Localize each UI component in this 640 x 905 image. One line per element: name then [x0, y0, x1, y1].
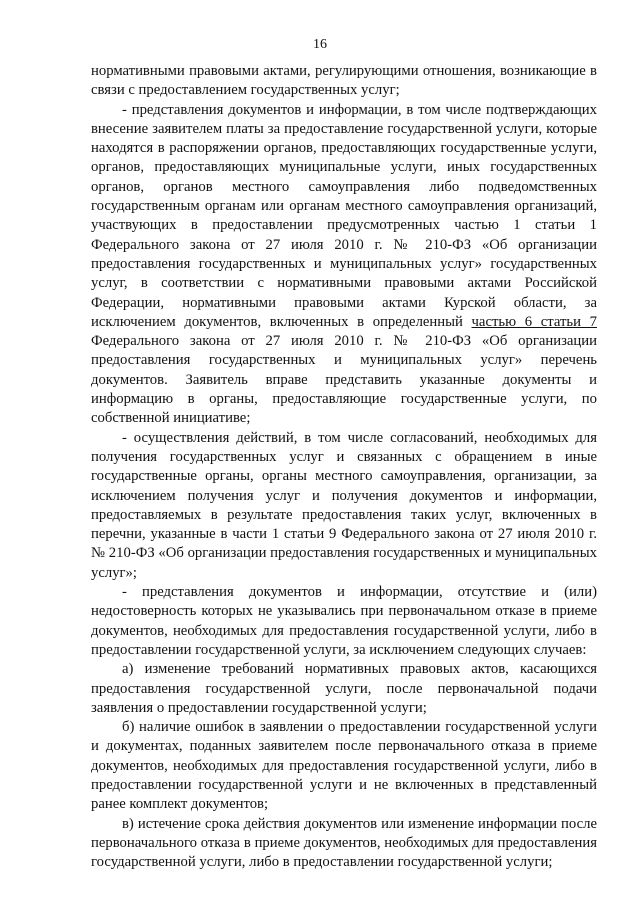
text-segment: - представления документов и информации, в том числе подтверждающих внесение заявителем платы за предоставление государственной услуги, которые находятся в распоряжении органов, предоставляющих государственные услуги, органов, предоставляющих муниципальные услуги, иных государственных органов, органов местного самоуправления либо подведомственных государственным органам или органам местного самоуправления организаций, участвующих в предоставлении предусмотренных частью 1 статьи 1 Федерального закона от 27 июля 2010 г. № 210-ФЗ «Об организации предоставления государственных и муниципальных услуг» государственных услуг, в соответствии с нормативными правовыми актами Российской Федерации, нормативными правовыми актами Курской области, за исключением документов, включенных в определенный	[91, 101, 597, 330]
paragraph-case-v	[91, 815, 597, 873]
text-segment: в) истечение срока действия документов или изменение информации после первоначального отказа в приеме документов, необходимых для предоставления государственной услуги, либо в предоставлении государственной услуги;	[91, 815, 597, 871]
page-number: 16	[313, 37, 327, 52]
text-segment: нормативными правовыми актами, регулирующими отношения, возникающие в связи с предоставлением государственных услуг;	[91, 63, 597, 99]
text-segment: Федерального закона от 27 июля 2010 г. № 210-ФЗ «Об организации предоставления государственных и муниципальных услуг» перечень документов. Заявитель вправе представить указанные документы и информацию в органы, предоставляющие государственные услуги, по собственной инициативе;	[91, 333, 597, 427]
paragraph-case-a	[91, 660, 597, 718]
paragraph-missing-documents	[91, 583, 597, 660]
paragraph-continuation	[91, 62, 597, 101]
paragraph-case-b	[91, 718, 597, 814]
paragraph-documents-info	[91, 101, 597, 429]
paragraph-actions-approvals	[91, 429, 597, 583]
document-body	[91, 62, 597, 872]
text-segment: - осуществления действий, в том числе согласований, необходимых для получения государственных услуг и связанных с обращением в иные государственные органы, органы местного самоуправления, организации, за исключением получения услуг и получения документов и информации, предоставляемых в результате предоставления таких услуг, включенных в перечни, указанные в части 1 статьи 9 Федерального закона от 27 июля 2010 г. № 210-ФЗ «Об организации предоставления государственных и муниципальных услуг»;	[91, 429, 597, 581]
text-segment: - представления документов и информации, отсутствие и (или) недостоверность которых не указывались при первоначальном отказе в приеме документов, необходимых для предоставления государственной услуги, либо в предоставлении государственной услуги, за исключением следующих случаев:	[91, 584, 597, 658]
text-segment: а) изменение требований нормативных правовых актов, касающихся предоставления государственной услуги, после первоначальной подачи заявления о предоставлении государственной услуги;	[91, 661, 597, 716]
law-reference-link[interactable]: частью 6 статьи 7	[471, 313, 597, 330]
text-segment: б) наличие ошибок в заявлении о предоставлении государственной услуги и документах, поданных заявителем после первоначального отказа в приеме документов, необходимых для предоставления государственной услуги, либо в предоставлении государственной услуги и не включенных в представленный ранее комплект документов;	[91, 719, 597, 813]
